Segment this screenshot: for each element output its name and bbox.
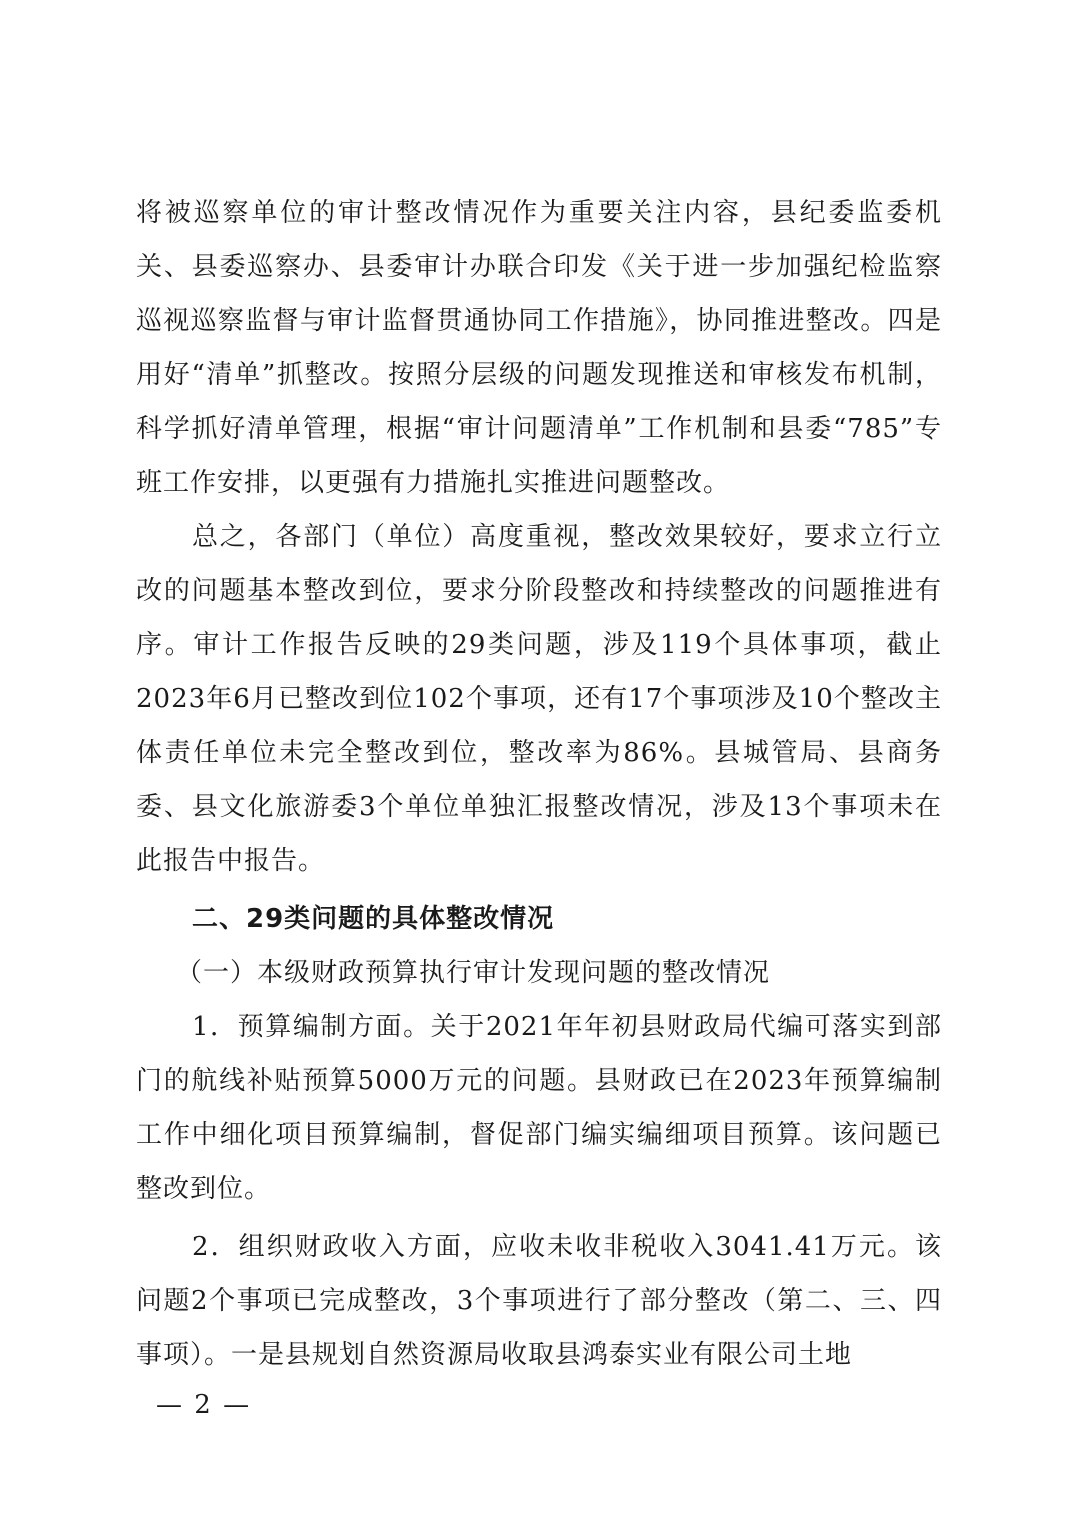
page-number: — 2 — xyxy=(156,1390,252,1420)
section-heading: 二、29类问题的具体整改情况 xyxy=(192,904,555,934)
subsection-heading: （一）本级财政预算执行审计发现问题的整改情况 xyxy=(176,958,771,988)
paragraph-summary: 总之，各部门（单位）高度重视，整改效果较好，要求立行立改的问题基本整改到位，要求分阶段整改和持续整改的问题推进有序。审计工作报告反映的29类问题，涉及119个具体事项，截止2023年6月已整改到位102个事项，还有17个事项涉及10个整改主体责任单位未完全整改到位，整改率为86%。县城管局、县商务委、县文化旅游委3个单位单独汇报整改情况，涉及13个事项未在此报告中报告。 xyxy=(136,522,942,876)
paragraph-item-1: 1．预算编制方面。关于2021年年初县财政局代编可落实到部门的航线补贴预算5000万元的问题。县财政已在2023年预算编制工作中细化项目预算编制，督促部门编实编细项目预算。该问题已整改到位。 xyxy=(136,1012,942,1204)
paragraph-continuation: 将被巡察单位的审计整改情况作为重要关注内容，县纪委监委机关、县委巡察办、县委审计办联合印发《关于进一步加强纪检监察巡视巡察监督与审计监督贯通协同工作措施》，协同推进整改。四是用好“清单”抓整改。按照分层级的问题发现推送和审核发布机制，科学抓好清单管理，根据“审计问题清单”工作机制和县委“785”专班工作安排，以更强有力措施扎实推进问题整改。 xyxy=(136,198,942,498)
paragraph-item-2: 2．组织财政收入方面，应收未收非税收入3041.41万元。该问题2个事项已完成整改，3个事项进行了部分整改（第二、三、四事项）。一是县规划自然资源局收取县鸿泰实业有限公司土地 xyxy=(136,1232,942,1370)
document-body xyxy=(136,186,942,1382)
